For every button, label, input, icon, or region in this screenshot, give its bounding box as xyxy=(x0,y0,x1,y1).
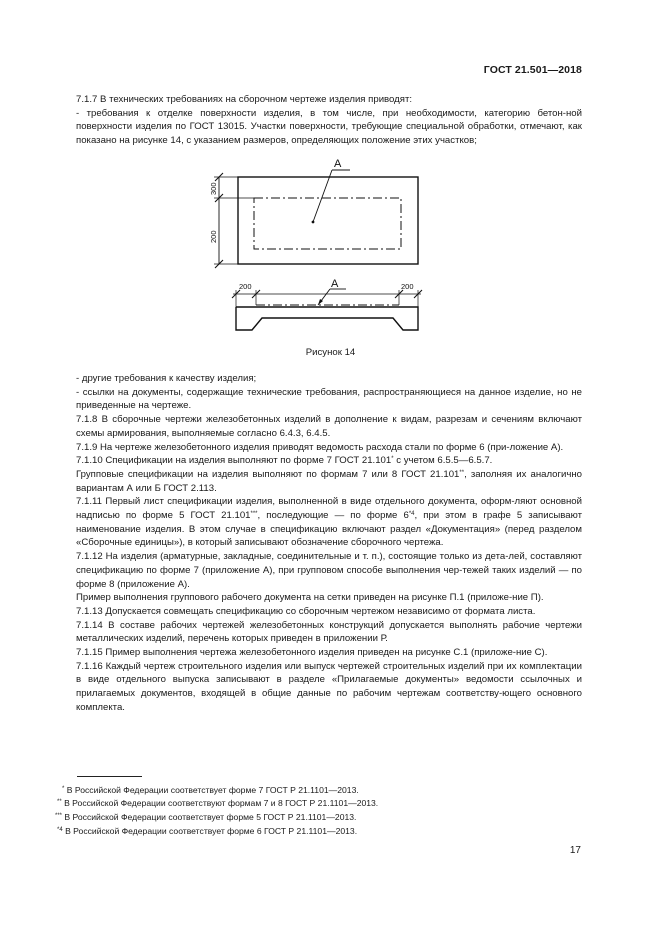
text-run: , при этом в графе 5 записывают наименование изделия. В этом случае в спецификацию включают раздел «Документация» (перед разделом «Сборочные единицы»), в который записывают обозначение сборочного чертежа. xyxy=(76,510,582,549)
footnote-ref: * xyxy=(391,456,394,463)
paragraph: 7.1.14 В составе рабочих чертежей железобетонных конструкций допускается выполнять рабочие чертежи металлических изделий, перечень которых приведен в приложении Р. xyxy=(76,619,582,645)
paragraph: 7.1.16 Каждый чертеж строительного изделия или выпуск чертежей строительных изделий при их комплектации в виде отдельного выпуска записывают в разделе «Прилагаемые документы» ведомости ссылочных и прилагаемых документов, входящей в общие данные по рабочим чертежам соответству-ющего основного комплекта. xyxy=(76,660,582,713)
figure-caption: Рисунок 14 xyxy=(305,347,356,358)
footnote-mark: ** xyxy=(57,799,62,805)
label-a-top: А xyxy=(334,158,342,170)
intro-paragraph-2: - требования к отделке поверхности изделия, в том числе, при необходимости, категорию бетон-ной поверхности изделия по ГОСТ 13015. Участки поверхности, требующие специальной обработки, отмечают, как показано на рисунке 14, с указанием размеров, определяющих положение этих участков; xyxy=(76,107,582,147)
footnote-2 xyxy=(57,797,577,809)
section-outline xyxy=(236,307,418,330)
text-run: 7.1.11 Первый лист спецификации изделия, выполненной в виде отдельного документа, оформ-ляют основной надписью по форме 5 ГОСТ 21.101 xyxy=(76,496,582,522)
text-run: , заполняя их аналогично вариантам А или Б ГОСТ 2.113. xyxy=(76,468,582,494)
intro-paragraph-1: 7.1.7 В технических требованиях на сборочном чертеже изделия приводят: xyxy=(76,94,413,105)
footnote-separator xyxy=(77,776,142,777)
paragraph xyxy=(76,495,582,550)
dim-200-vertical-label: 200 xyxy=(209,230,218,243)
dim-200-left-label: 200 xyxy=(239,282,252,291)
paragraph: 7.1.15 Пример выполнения чертежа железобетонного изделия приведен на рисунке С.1 (приложе-ние С). xyxy=(76,647,548,659)
dim-200-right-label: 200 xyxy=(401,282,414,291)
text-run: 7.1.10 Спецификации на изделия выполняют по форме 7 ГОСТ 21.101 xyxy=(76,455,392,467)
footnote-ref: ** xyxy=(459,469,465,476)
paragraph: 7.1.13 Допускается совмещать спецификацию со сборочным чертежом независимо от формата листа. xyxy=(76,605,536,617)
plan-outline xyxy=(238,177,418,264)
document-header: ГОСТ 21.501—2018 xyxy=(483,64,582,76)
leader-dot-top xyxy=(312,221,315,224)
paragraph: Пример выполнения группового рабочего документа на сетки приведен на рисунке П.1 (приложе-ние П). xyxy=(76,592,544,604)
plan-marked-zone xyxy=(254,198,401,249)
footnote-mark: *** xyxy=(55,813,63,819)
paragraph xyxy=(76,468,582,495)
text-run: , последующие — по форме 6 xyxy=(257,510,409,522)
footnote-1 xyxy=(62,784,582,796)
paragraph: - другие требования к качеству изделия; xyxy=(76,373,257,384)
paragraph xyxy=(76,454,582,468)
paragraph: 7.1.9 На чертеже железобетонного изделия приводят ведомость расхода стали по форме 6 (при-ложение А). xyxy=(76,441,564,453)
footnote-4 xyxy=(57,825,577,837)
footnote-text: В Российской Федерации соответствует форме 6 ГОСТ Р 21.1101—2013. xyxy=(65,826,358,836)
leader-line-top xyxy=(313,170,332,222)
footnote-text: В Российской Федерации соответствует форме 5 ГОСТ Р 21.1101—2013. xyxy=(64,812,357,822)
footnote-text: В Российской Федерации соответствуют формам 7 и 8 ГОСТ Р 21.1101—2013. xyxy=(64,798,379,808)
footnote-mark: *4 xyxy=(57,827,63,833)
text-run: с учетом 6.5.5—6.5.7. xyxy=(393,455,493,467)
page-number: 17 xyxy=(569,845,581,856)
footnote-text: В Российской Федерации соответствует форме 7 ГОСТ Р 21.1101—2013. xyxy=(66,785,359,795)
dim-300-label: 300 xyxy=(209,182,218,195)
paragraph: 7.1.12 На изделия (арматурные, закладные, соединительные и т. п.), состоящие только из дета-лей, составляют спецификацию по форме 7 (приложение А), при групповом способе выполнения чер-тежей таких изделий — по форме 8 (приложение А). xyxy=(76,551,582,590)
footnote-mark: * xyxy=(62,786,65,792)
figure-14-drawing xyxy=(0,0,661,360)
paragraph: 7.1.8 В сборочные чертежи железобетонных изделий в дополнение к видам, разрезам и сечениям включают схемы армирования, выполняемые согласно 6.4.3, 6.4.5. xyxy=(76,414,582,439)
text-run: Групповые спецификации на изделия выполняют по формам 7 или 8 ГОСТ 21.101 xyxy=(76,468,460,480)
body-text xyxy=(76,372,582,715)
footnote-3 xyxy=(55,811,575,823)
footnote-ref: *** xyxy=(250,511,258,518)
footnote-ref: *4 xyxy=(408,511,415,518)
paragraph: - ссылки на документы, содержащие технические требования, распространяющиеся на данное изделие, но не приведенные на чертеже. xyxy=(76,386,582,412)
label-a-bottom: А xyxy=(331,278,339,290)
